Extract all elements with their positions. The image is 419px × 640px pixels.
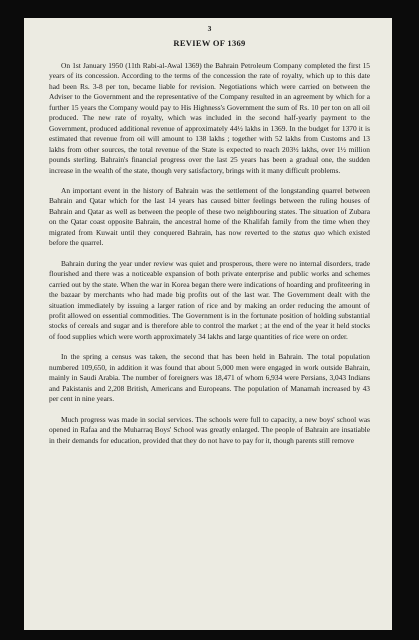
page-title: REVIEW OF 1369 [173,38,246,48]
paragraph-social-services: Much progress was made in social services. The schools were full to capacity, a new boys' school was opened in Rafaa and the Muharraq Boys' School was greatly enlarged. The people of Bahrain are insatiable in their demands for education, provided that they do not have to pay for it, though parents still remove [49,414,370,445]
paragraph-oil-royalty: On 1st January 1950 (11th Rabi-al-Awal 1369) the Bahrain Petroleum Company completed the first 15 years of its concession. According to the terms of the concession the rate of royalty, which up to this date had been Rs. 3-8 per ton, became liable for revision. Negotiations which were carried on between the Adviser to the Government and the representative of the Company resulted in an agreement by which for a further 15 years the Company would pay to His Highness's Government the sum of Rs. 10 per ton on all oil produced. The new rate of royalty, which was included in the second half-yearly payment to the Government, produced additional revenue of approximately 44½ lakhs in 1369. In the budget for 1370 it is estimated that revenue from oil will amount to 138 lakhs ; together with 52 lakhs from Customs and 13 lakhs from other sources, the total revenue of the State is expected to reach 203½ lakhs, over 1½ million pounds sterling. Bahrain's financial progress over the last 25 years has been a gradual one, the sudden increase in the wealth of the state, though very satisfactory, brings with it many difficult problems. [49,61,370,175]
paragraph-prosperity: Bahrain during the year under review was quiet and prosperous, there were no internal disorders, trade flourished and there was a noticeable expansion of both private enterprise and public works and schemes carried out by the state. When the war in Korea began there were indications of hoarding and profiteering in the bazaar by merchants who had made big profits out of the last war. The Government dealt with the situation immediately by issuing a larger ration of rice and by making an order reducing the amount of profit allowed on essential commodities. The Government is in the fortunate position of holding substantial stocks of cereals and sugar and is therefore able to control the market ; at the end of the year it held stocks of food supplies which were worth approximately 34 lakhs and large quantities of rice were on order. [49,258,370,341]
italic-phrase: status quo [293,227,325,237]
paragraph-text: which existed before the quarrel. [49,227,370,248]
paragraph-text: An important event in the history of Bahrain was the settlement of the longstanding quarrel between Bahrain and Qatar which for the last 14 years has caused bitter feelings between the ruling houses of Bahrain and Qatar as well as between the people of these two neighbouring states. The situation of Zubara on the Qatar coast opposite Bahrain, the ancestral home of the Khalifah family from the time when they migrated from Kuwait until they conquered Bahrain, has now reverted to the [49,185,370,237]
paragraph-census: In the spring a census was taken, the second that has been held in Bahrain. The total population numbered 109,650, in addition it was found that about 5,000 men were engaged in work outside Bahrain, mainly in Saudi Arabia. The number of foreigners was 18,471 of whom 6,934 were Persians, 3,043 Indians and Pakistanis and 2,208 British, Americans and Europeans. The population of Manamah increased by 43 per cent in nine years. [49,352,370,404]
paragraph-qatar-settlement [49,186,370,249]
document-page [24,18,392,630]
page-number: 3 [207,24,212,33]
